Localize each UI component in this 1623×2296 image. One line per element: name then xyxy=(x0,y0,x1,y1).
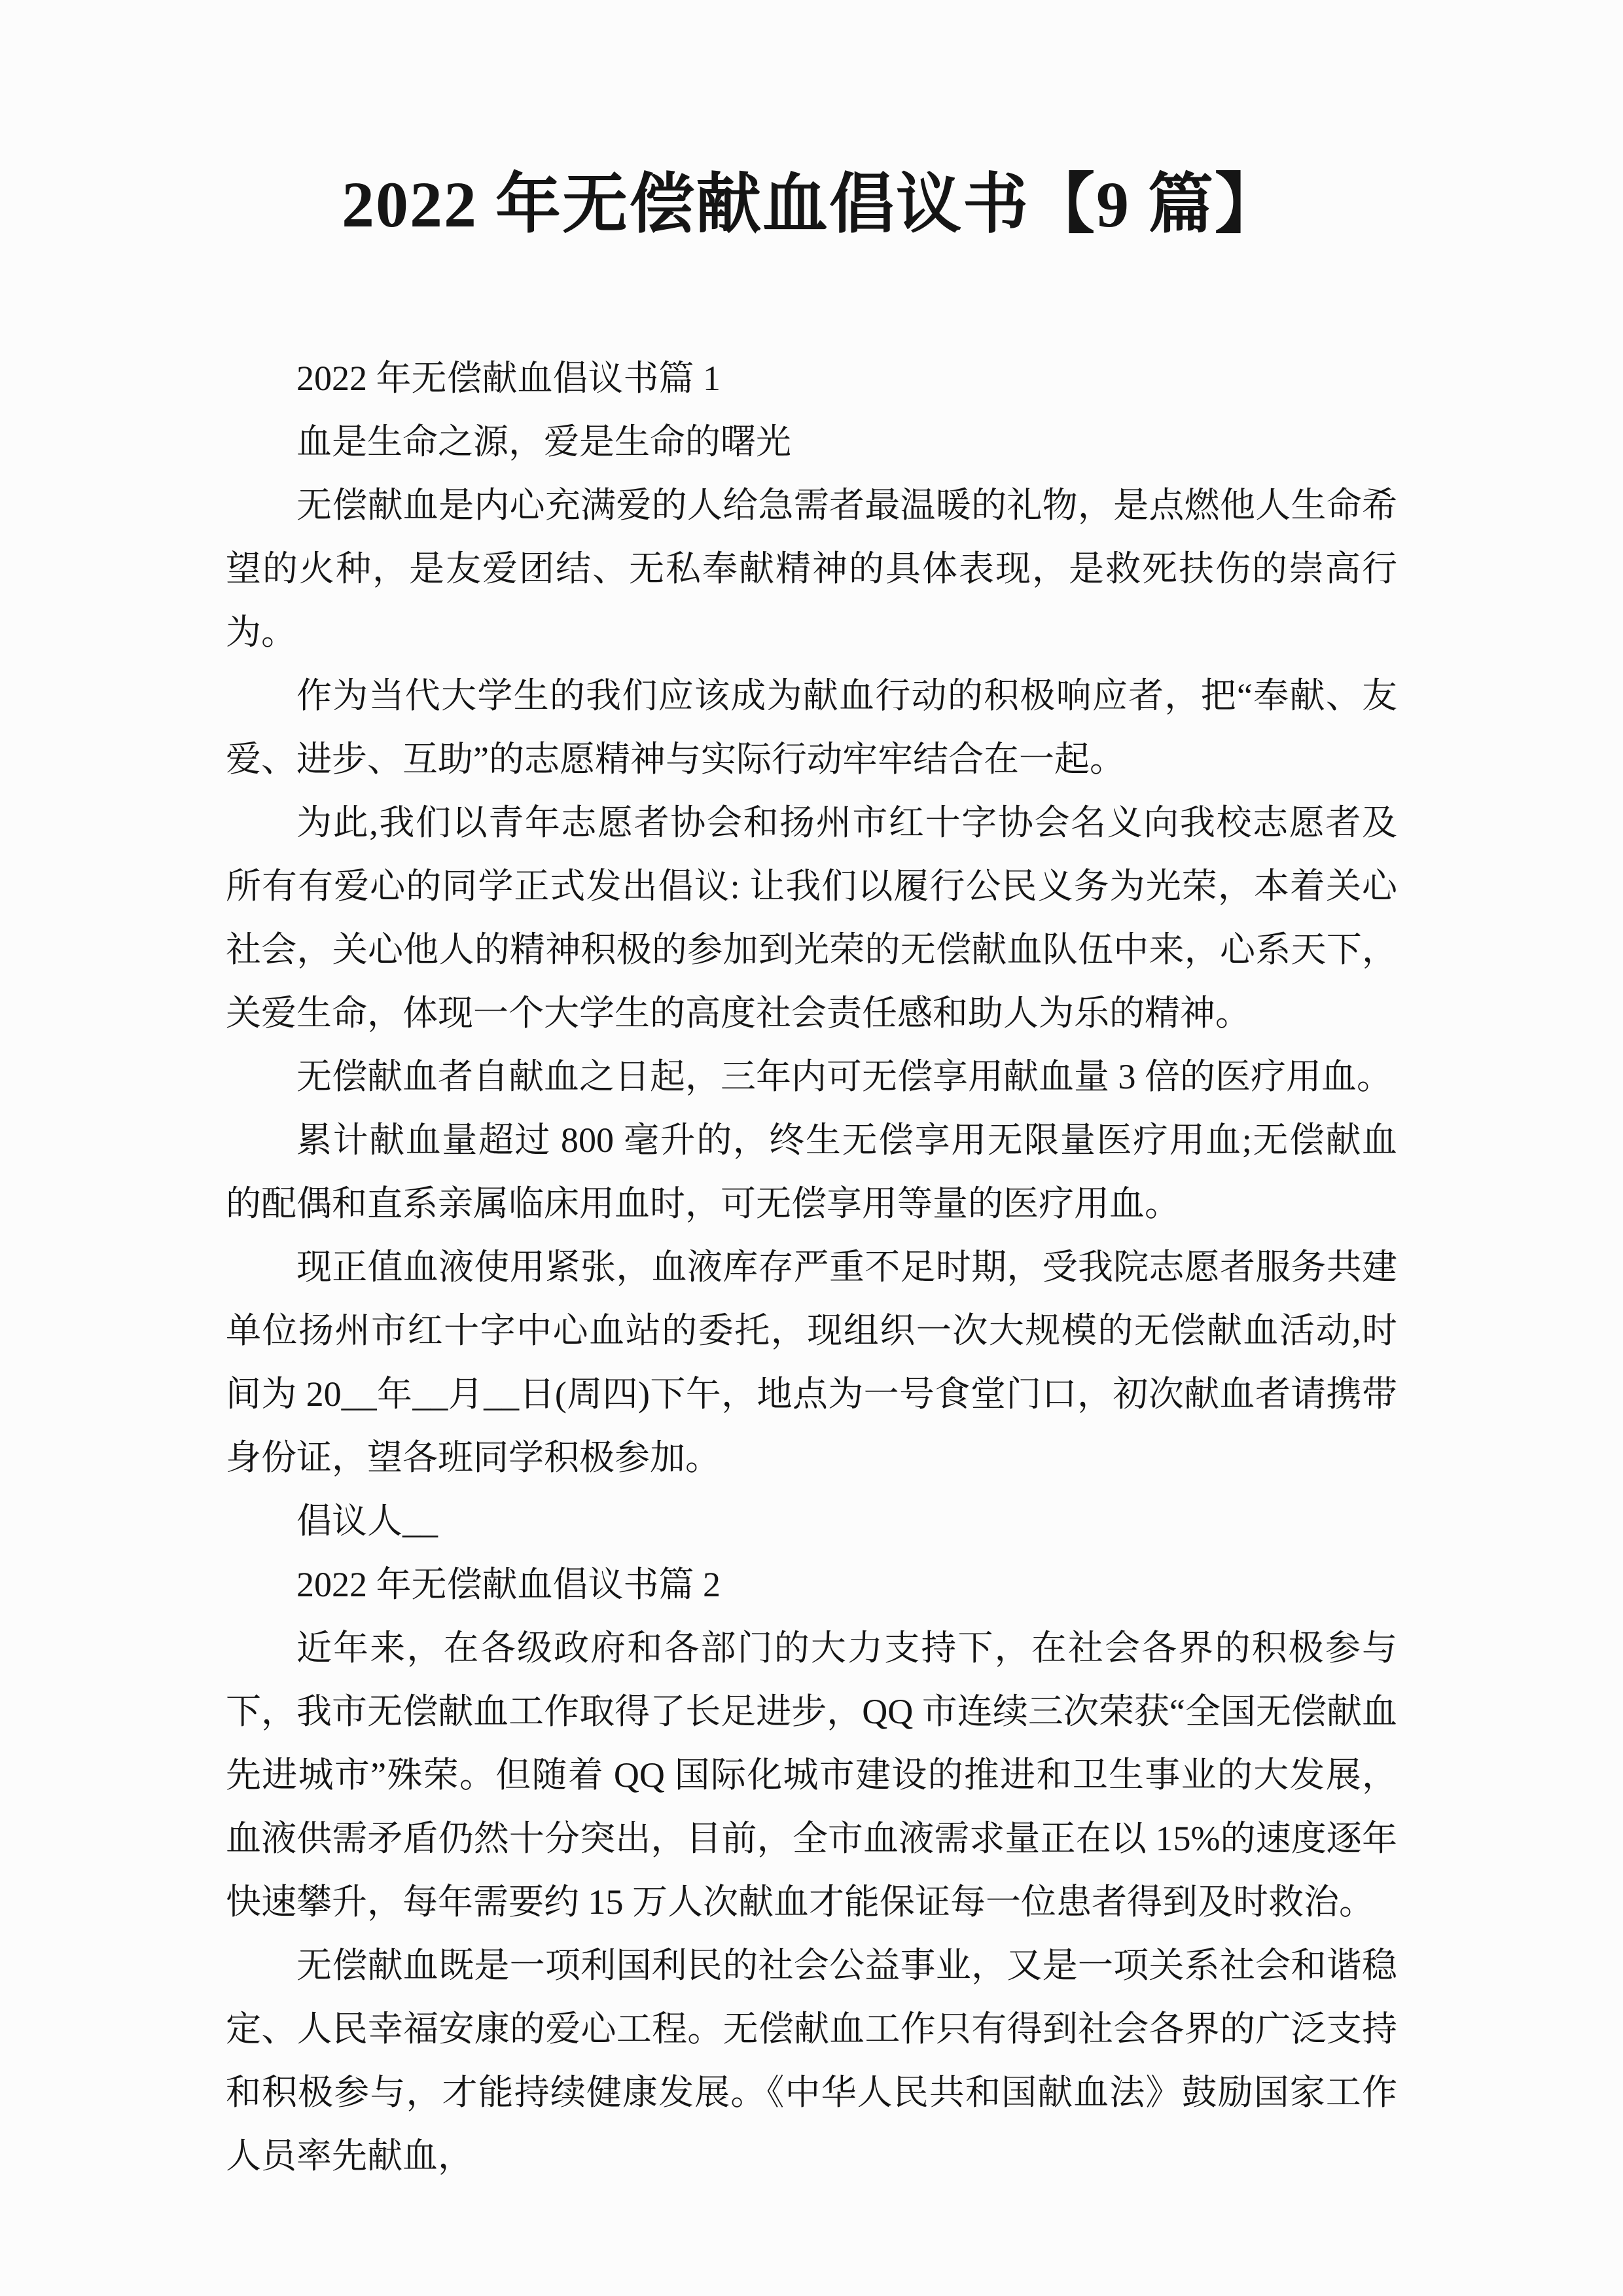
paragraph: 累计献血量超过 800 毫升的，终生无偿享用无限量医疗用血;无偿献血的配偶和直系亲属临床用血时，可无偿享用等量的医疗用血。 xyxy=(226,1121,1397,1223)
paragraph: 无偿献血者自献血之日起，三年内可无偿享用献血量 3 倍的医疗用血。 xyxy=(296,1057,1392,1096)
paragraph: 无偿献血既是一项利国利民的社会公益事业，又是一项关系社会和谐稳定、人民幸福安康的爱心工程。无偿献血工作只有得到社会各界的广泛支持和积极参与，才能持续健康发展。《中华人民共和国献血法》鼓励国家工作人员率先献血， xyxy=(226,1946,1397,2176)
paragraph: 为此,我们以青年志愿者协会和扬州市红十字协会名义向我校志愿者及所有有爱心的同学正式发出倡议: 让我们以履行公民义务为光荣，本着关心社会，关心他人的精神积极的参加到光荣的无偿献血队伍中来，心系天下，关爱生命，体现一个大学生的高度社会责任感和助人为乐的精神。 xyxy=(226,803,1397,1033)
paragraph: 现正值血液使用紧张，血液库存严重不足时期，受我院志愿者服务共建单位扬州市红十字中心血站的委托，现组织一次大规模的无偿献血活动,时间为 20__年__月__日(周四)下午，地点为一号食堂门口，初次献血者请携带身份证，望各班同学积极参加。 xyxy=(226,1247,1397,1477)
document-title: 2022 年无偿献血倡议书【9 篇】 xyxy=(342,168,1281,241)
document-body xyxy=(226,347,1397,2188)
paragraph: 2022 年无偿献血倡议书篇 1 xyxy=(296,359,721,398)
paragraph: 无偿献血是内心充满爱的人给急需者最温暖的礼物，是点燃他人生命希望的火种，是友爱团结、无私奉献精神的具体表现，是救死扶伤的崇高行为。 xyxy=(226,486,1397,652)
paragraph: 2022 年无偿献血倡议书篇 2 xyxy=(296,1565,721,1604)
paragraph: 作为当代大学生的我们应该成为献血行动的积极响应者，把“奉献、友爱、进步、互助”的志愿精神与实际行动牢牢结合在一起。 xyxy=(226,676,1397,779)
paragraph: 倡议人__ xyxy=(296,1501,438,1541)
paragraph: 血是生命之源，爱是生命的曙光 xyxy=(296,422,791,461)
paragraph: 近年来，在各级政府和各部门的大力支持下，在社会各界的积极参与下，我市无偿献血工作取得了长足进步，QQ 市连续三次荣获“全国无偿献血先进城市”殊荣。但随着 QQ 国际化城市建设的推进和卫生事业的大发展，血液供需矛盾仍然十分突出，目前，全市血液需求量正在以 15%的速度逐年快速攀升，每年需要约 15 万人次献血才能保证每一位患者得到及时救治。 xyxy=(226,1628,1397,1922)
